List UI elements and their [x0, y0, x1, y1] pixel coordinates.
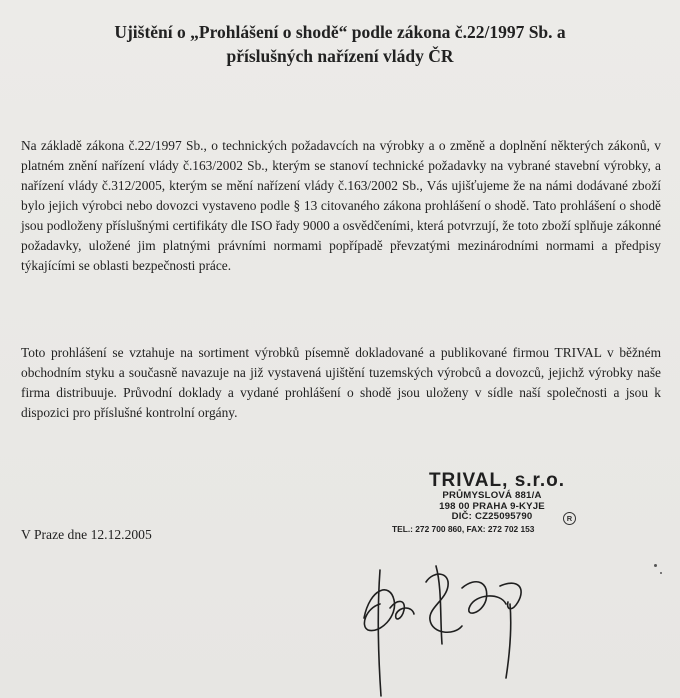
stamp-vat: DIČ: CZ25095790 [451, 511, 533, 522]
handwritten-signature [350, 548, 540, 698]
scan-speck [660, 572, 662, 574]
stamp-city: 198 00 PRAHA 9-KYJE [439, 500, 545, 512]
company-stamp [392, 471, 592, 534]
scan-speck [654, 564, 657, 567]
title-line-2: příslušných nařízení vlády ČR [226, 46, 454, 66]
paragraph-scope: Toto prohlášení se vztahuje na sortiment výrobků písemně dokladované a publikované firmou TRIVAL v běžném obchodním styku a současně navazuje na již vystavená ujištění tuzemských výrobců a dovozců, jejichž výrobky naše firma distribuuje. Průvodní doklady a vydané prohlášení o shodě jsou uloženy v sídle naší společnosti a jsou k dispozici pro příslušné kontrolní orgány. [21, 345, 661, 420]
title-line-1: Ujištění o „Prohlášení o shodě“ podle zákona č.22/1997 Sb. a [114, 22, 566, 42]
stamp-phone: TEL.: 272 700 860, FAX: 272 702 153 [392, 523, 535, 534]
stamp-street: PRŮMYSLOVÁ 881/A [442, 490, 542, 501]
document-title [40, 20, 640, 68]
date-line: V Praze dne 12.12.2005 [21, 527, 152, 542]
paragraph-legal-basis: Na základě zákona č.22/1997 Sb., o technických požadavcích na výrobky a o změně a doplnění některých zákonů, v platném znění nařízení vlády č.163/2002 Sb., kterým se stanoví technické požadavky na vybrané stavební výrobky, a nařízení vlády č.312/2005, kterým se mění nařízení vlády č.163/2002 Sb., Vás ujišťujeme že na námi dodávané zboží bylo jejich výrobci nebo dovozci vystaveno podle § 13 citovaného zákona prohlášení o shodě. Tato prohlášení o shodě jsou podloženy příslušnými certifikáty dle ISO řady 9000 a osvědčeními, která potvrzují, že toto zboží splňuje zákonné požadavky, uložené jim platnými právními normami popřípadě převzatými mezinárodními normami a předpisy týkajícími se oblasti bezpečnosti práce. [21, 138, 661, 273]
registered-mark-icon: R [563, 512, 576, 525]
stamp-company-name: TRIVAL, s.r.o. [428, 470, 566, 491]
